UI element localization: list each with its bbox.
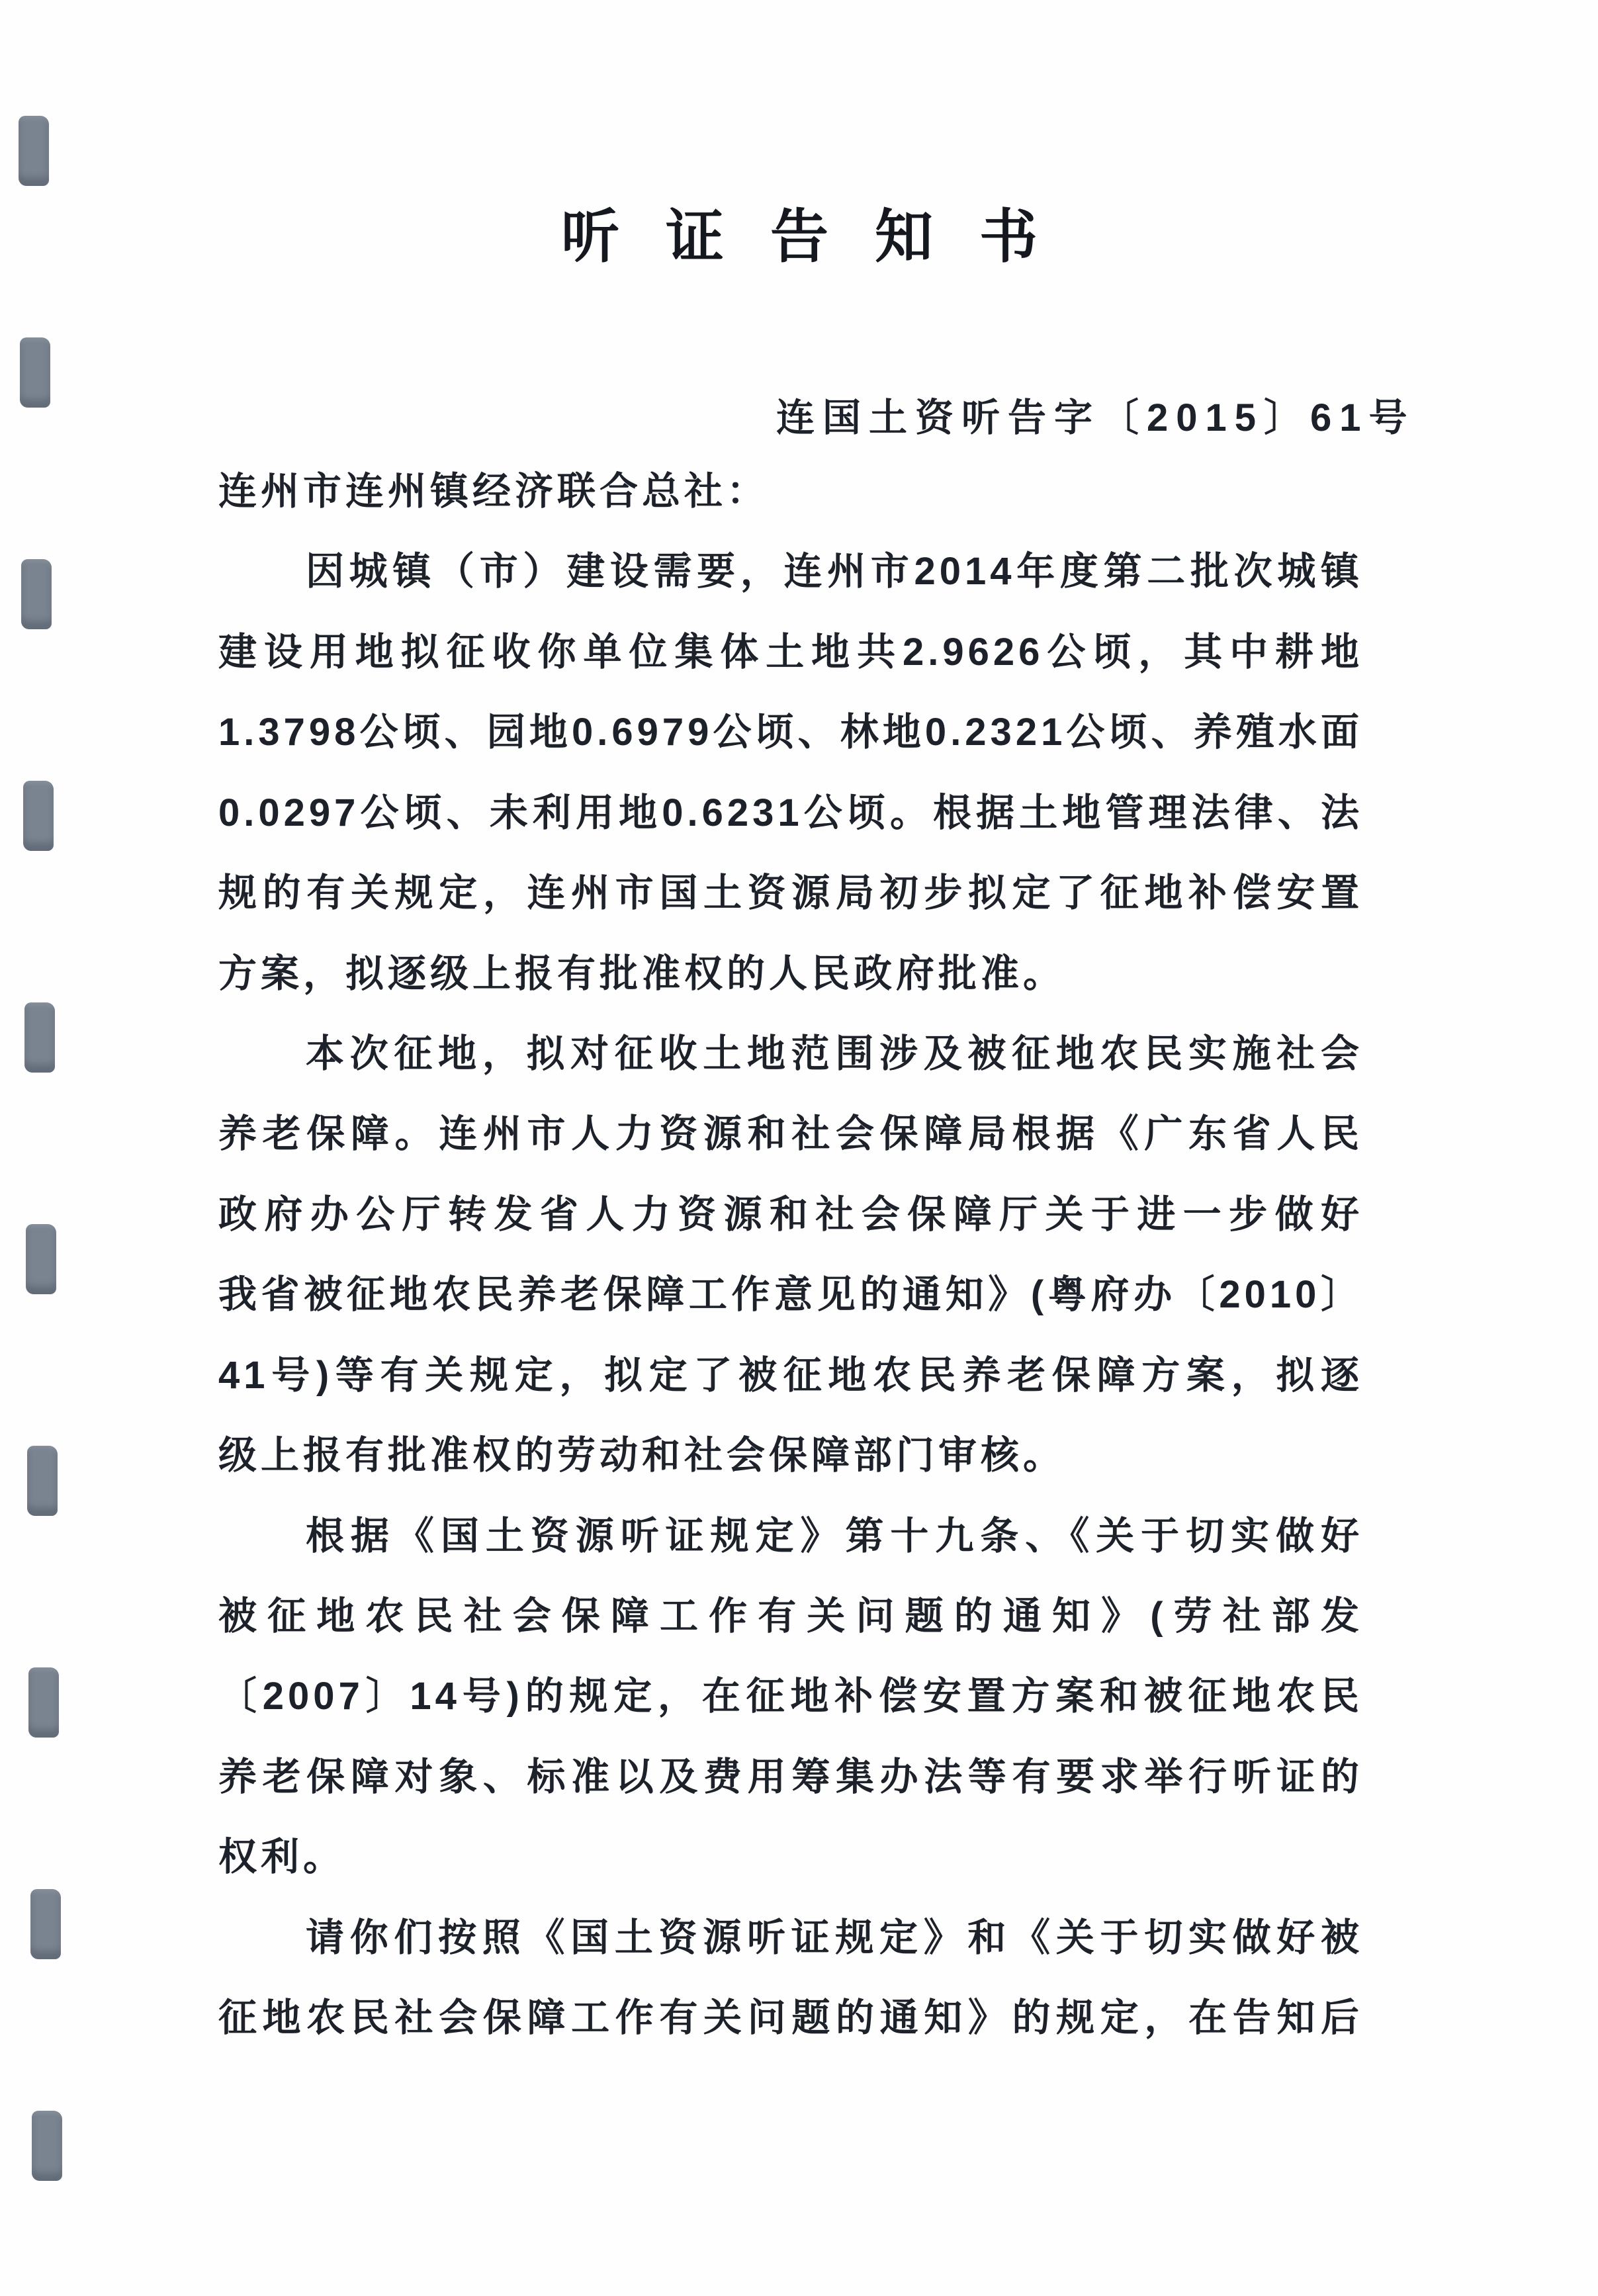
body-line: 规的有关规定，连州市国土资源局初步拟定了征地补偿安置	[218, 871, 1363, 914]
binding-hole-mark	[30, 1889, 61, 1959]
binding-hole-mark	[23, 781, 54, 851]
body-line: 政府办公厅转发省人力资源和社会保障厅关于进一步做好	[218, 1193, 1363, 1236]
body-line: 征地农民社会保障工作有关问题的通知》的规定，在告知后	[218, 1996, 1363, 2039]
body-line: 〔2007〕14号)的规定，在征地补偿安置方案和被征地农民	[218, 1675, 1363, 1718]
body-line: 根据《国土资源听证规定》第十九条、《关于切实做好	[306, 1515, 1363, 1558]
body-line: 权利。	[218, 1835, 346, 1878]
document-title: 听证告知书	[561, 206, 1085, 270]
body-line: 41号)等有关规定，拟定了被征地农民养老保障方案，拟逐	[218, 1354, 1363, 1397]
binding-hole-mark	[19, 116, 49, 186]
binding-hole-mark	[20, 337, 50, 408]
binding-hole-mark	[32, 2111, 62, 2181]
body-line: 被征地农民社会保障工作有关问题的通知》(劳社部发	[218, 1595, 1363, 1638]
binding-hole-mark	[21, 559, 52, 629]
document-number: 连国土资听告字〔2015〕61号	[776, 396, 1415, 439]
binding-hole-mark	[24, 1002, 55, 1073]
body-line: 请你们按照《国土资源听证规定》和《关于切实做好被	[306, 1916, 1363, 1959]
binding-hole-mark	[28, 1667, 59, 1738]
binding-hole-mark	[27, 1446, 58, 1516]
body-line: 连州市连州镇经济联合总社：	[218, 470, 770, 513]
body-line: 我省被征地农民养老保障工作意见的通知》(粤府办〔2010〕	[218, 1273, 1363, 1316]
body-line: 本次征地，拟对征收土地范围涉及被征地农民实施社会	[306, 1032, 1363, 1075]
body-line: 养老保障。连州市人力资源和社会保障局根据《广东省人民	[218, 1112, 1363, 1155]
body-line: 级上报有批准权的劳动和社会保障部门审核。	[218, 1434, 1066, 1477]
body-line: 1.3798公顷、园地0.6979公顷、林地0.2321公顷、养殖水面	[218, 711, 1363, 754]
binding-hole-mark	[26, 1224, 56, 1294]
body-line: 建设用地拟征收你单位集体土地共2.9626公顷，其中耕地	[218, 631, 1363, 674]
body-line: 0.0297公顷、未利用地0.6231公顷。根据土地管理法律、法	[218, 791, 1363, 834]
body-line: 因城镇（市）建设需要，连州市2014年度第二批次城镇	[306, 550, 1363, 593]
body-line: 养老保障对象、标准以及费用筹集办法等有要求举行听证的	[218, 1755, 1363, 1798]
body-line: 方案，拟逐级上报有批准权的人民政府批准。	[218, 952, 1066, 995]
